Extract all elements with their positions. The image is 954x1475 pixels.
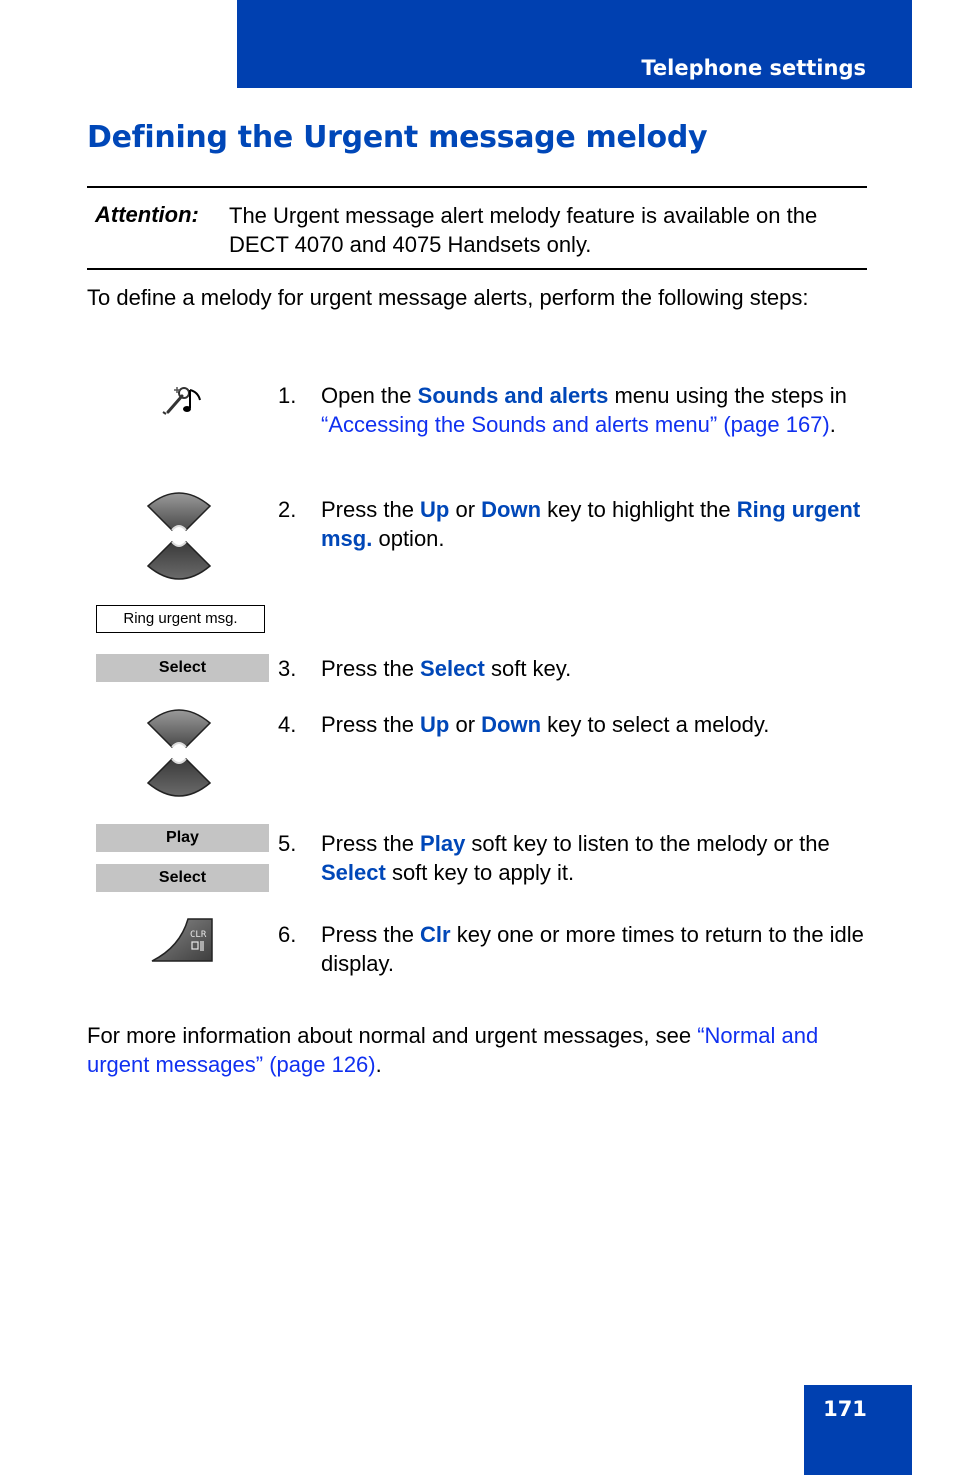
step-3 (278, 654, 868, 683)
keyword-play: Play (420, 831, 466, 856)
step-2 (278, 495, 868, 553)
attention-label: Attention: (95, 202, 199, 227)
section-title: Telephone settings (641, 56, 866, 80)
outro-text: For more information about normal and urgent messages, see (87, 1023, 698, 1048)
step-4 (278, 710, 868, 739)
step-text: menu using the steps in (608, 383, 847, 408)
select-softkey[interactable]: Select (96, 654, 269, 682)
keyword-select: Select (420, 656, 485, 681)
step-text: key to highlight the (541, 497, 737, 522)
step-5 (278, 829, 868, 887)
keyword-down: Down (481, 712, 542, 737)
step-text: key to select a melody. (541, 712, 770, 737)
keyword-down: Down (481, 497, 542, 522)
step-number: 6. (278, 922, 297, 947)
more-info-paragraph (87, 1021, 867, 1079)
step-6 (278, 920, 868, 978)
step-text: Press the (321, 922, 421, 947)
page-number: 171 (823, 1397, 867, 1421)
step-text: . (829, 412, 836, 437)
intro-text: To define a melody for urgent message alerts, perform the following steps: (87, 285, 809, 310)
step-number: 4. (278, 712, 297, 737)
page-title: Defining the Urgent message melody (87, 120, 708, 155)
step-number: 3. (278, 656, 297, 681)
page-number-box (804, 1385, 912, 1475)
step-text: or (449, 712, 482, 737)
step-number: 5. (278, 831, 297, 856)
attention-top-rule (87, 186, 867, 188)
step-text: soft key. (484, 656, 572, 681)
link-accessing-sounds-menu[interactable]: “Accessing the Sounds and alerts menu” (page 167) (321, 412, 830, 437)
keyword-up: Up (420, 497, 450, 522)
step-text: Press the (321, 656, 421, 681)
keyword-ring-urgent-msg: Ring urgent msg. (321, 497, 861, 551)
nav-up-down-key-icon (146, 703, 212, 803)
step-text: option. (372, 526, 445, 551)
step-text: soft key to apply it. (385, 860, 575, 885)
link-normal-urgent-messages[interactable]: “Normal and urgent messages” (page 126) (87, 1023, 819, 1077)
header-bar (237, 0, 912, 88)
clr-key-label: CLR (190, 930, 207, 940)
keyword-select: Select (321, 860, 386, 885)
step-text: Press the (321, 712, 421, 737)
step-text: key one or more times to return to the idle display. (321, 922, 864, 976)
keyword-clr: Clr (420, 922, 451, 947)
play-softkey[interactable]: Play (96, 824, 269, 852)
step-text: Press the (321, 497, 421, 522)
keyword-sounds-and-alerts: Sounds and alerts (417, 383, 609, 408)
sounds-alerts-icon (160, 382, 208, 418)
step-text: Open the (321, 383, 418, 408)
step-text: Press the (321, 831, 421, 856)
attention-text: The Urgent message alert melody feature is available on the DECT 4070 and 4075 Handsets only. (229, 203, 818, 257)
select-softkey[interactable]: Select (96, 864, 269, 892)
clr-key-icon (150, 917, 214, 963)
attention-bottom-rule (87, 268, 867, 270)
step-number: 1. (278, 383, 297, 408)
step-number: 2. (278, 497, 297, 522)
nav-up-down-key-icon (146, 486, 212, 586)
outro-text: . (375, 1052, 382, 1077)
step-text: or (449, 497, 482, 522)
keyword-up: Up (420, 712, 450, 737)
display-ring-urgent-msg: Ring urgent msg. (96, 605, 265, 633)
step-text: soft key to listen to the melody or the (465, 831, 830, 856)
step-1 (278, 381, 868, 439)
